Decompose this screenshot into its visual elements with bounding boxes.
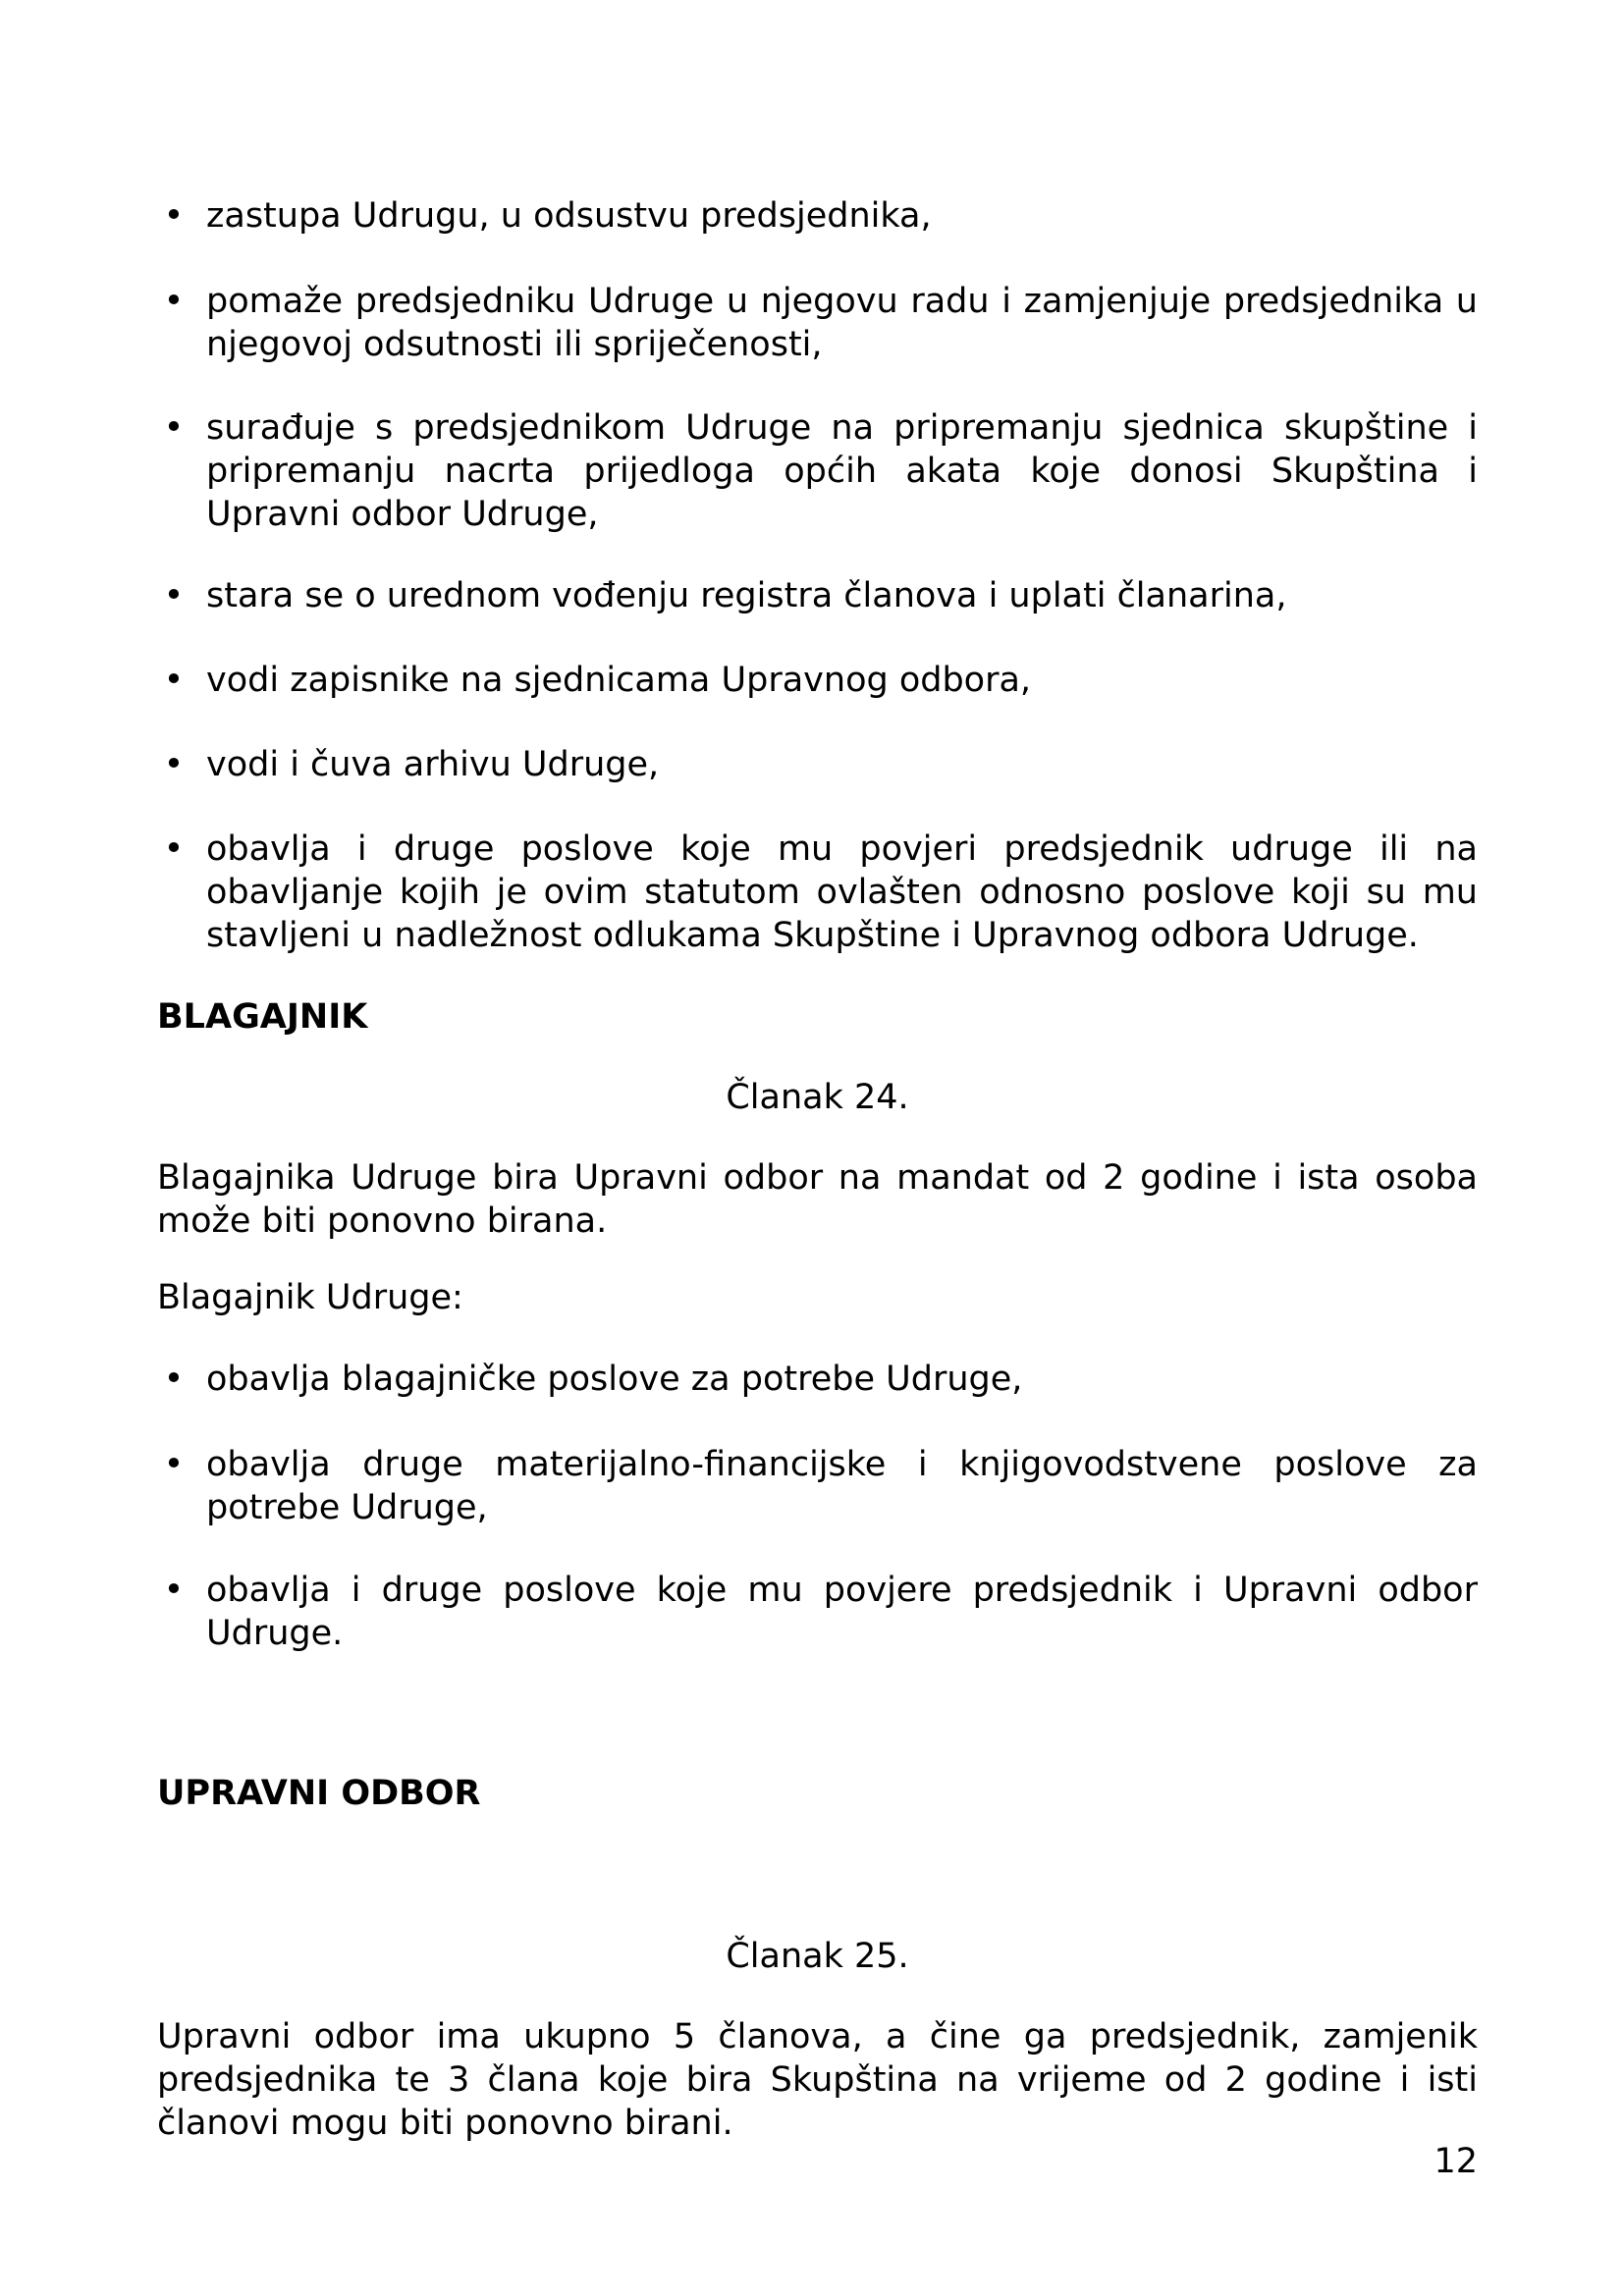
paragraph: Blagajnik Udruge: [157, 1278, 463, 1317]
list-item [163, 574, 1478, 617]
bullet-mark: • [163, 282, 185, 321]
article-title-25: Članak 25. [726, 1937, 909, 1976]
list-item [163, 1569, 1478, 1655]
list-item [163, 1443, 1478, 1529]
list-item-text: surađuje s predsjednikom Udruge na pripremanju sjednica skupštine i pripremanju nacrta prijedloga općih akata koje donosi Skupština i Upravni odbor Udruge, [206, 408, 1478, 534]
article-title-24: Članak 24. [726, 1078, 909, 1117]
bullet-mark: • [163, 745, 185, 784]
bullet-mark: • [163, 661, 185, 700]
list-item [163, 194, 1478, 238]
list-item-text: stara se o urednom vođenju registra članova i uplati članarina, [206, 576, 1287, 615]
list-item-text: pomaže predsjedniku Udruge u njegovu radu i zamjenjuje predsjednika u njegovoj odsutnosti ili spriječenosti, [206, 282, 1478, 364]
section-heading-blagajnik: BLAGAJNIK [157, 997, 368, 1037]
list-item-text: obavlja i druge poslove koje mu povjere predsjednik i Upravni odbor Udruge. [206, 1571, 1478, 1653]
list-item [163, 1358, 1478, 1401]
list-item [163, 659, 1478, 702]
section-heading-upravni-odbor: UPRAVNI ODBOR [157, 1774, 481, 1813]
list-item [163, 406, 1478, 536]
paragraph-text: Upravni odbor ima ukupno 5 članova, a čine ga predsjednik, zamjenik predsjednika te 3 člana koje bira Skupština na vrijeme od 2 godine i isti članovi mogu biti ponovno birani. [157, 2017, 1478, 2143]
list-item [163, 743, 1478, 786]
document-page [157, 0, 1478, 2296]
page-number: 12 [1434, 2142, 1478, 2181]
bullet-mark: • [163, 1360, 185, 1399]
list-item-text: obavlja i druge poslove koje mu povjeri predsjednik udruge ili na obavljanje kojih je ovim statutom ovlašten odnosno poslove koji su mu stavljeni u nadležnost odlukama Skupštine i Upravnog odbora Udruge. [206, 829, 1478, 955]
list-item [163, 828, 1478, 957]
list-item-text: vodi zapisnike na sjednicama Upravnog odbora, [206, 661, 1032, 700]
bullet-mark: • [163, 1445, 185, 1484]
paragraph [157, 1156, 1478, 1243]
list-item-text: obavlja blagajničke poslove za potrebe Udruge, [206, 1360, 1023, 1399]
list-item-text: vodi i čuva arhivu Udruge, [206, 745, 660, 784]
list-item [163, 280, 1478, 366]
bullet-mark: • [163, 576, 185, 615]
paragraph-text: Blagajnika Udruge bira Upravni odbor na mandat od 2 godine i ista osoba može biti ponovno birana. [157, 1158, 1478, 1241]
paragraph [157, 2015, 1478, 2145]
bullet-mark: • [163, 1571, 185, 1610]
bullet-mark: • [163, 408, 185, 448]
list-item-text: zastupa Udrugu, u odsustvu predsjednika, [206, 196, 932, 236]
list-item-text: obavlja druge materijalno-financijske i knjigovodstvene poslove za potrebe Udruge, [206, 1445, 1478, 1527]
bullet-mark: • [163, 829, 185, 869]
bullet-mark: • [163, 196, 185, 236]
